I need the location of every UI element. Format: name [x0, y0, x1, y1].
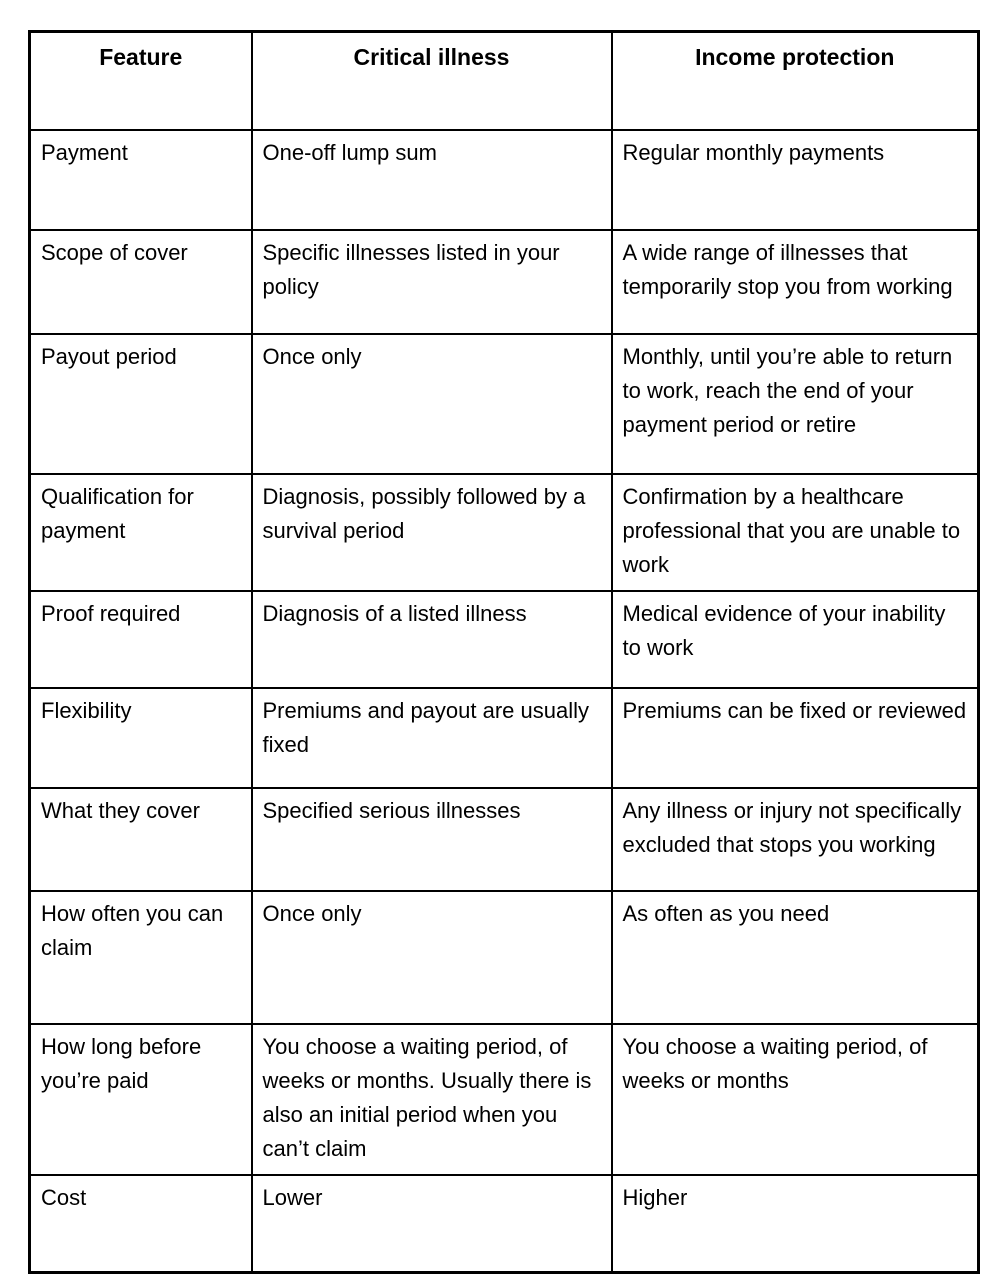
table-row-scope-of-cover: [30, 230, 979, 334]
income-protection-value: Premiums can be fixed or reviewed: [612, 688, 979, 788]
table-row-payment: [30, 130, 979, 230]
income-protection-value: Monthly, until you’re able to return to work, reach the end of your payment period or retire: [612, 334, 979, 474]
feature-label: Cost: [30, 1175, 252, 1273]
critical-illness-value: You choose a waiting period, of weeks or months. Usually there is also an initial period when you can’t claim: [252, 1024, 612, 1175]
income-protection-value: A wide range of illnesses that temporarily stop you from working: [612, 230, 979, 334]
table-row-cost: [30, 1175, 979, 1273]
table-row-qualification: [30, 474, 979, 591]
feature-label: Payout period: [30, 334, 252, 474]
critical-illness-value: Diagnosis, possibly followed by a survival period: [252, 474, 612, 591]
feature-label: Qualification for payment: [30, 474, 252, 591]
header-row: [30, 32, 979, 130]
critical-illness-value: Lower: [252, 1175, 612, 1273]
critical-illness-value: One-off lump sum: [252, 130, 612, 230]
feature-label: Flexibility: [30, 688, 252, 788]
critical-illness-value: Diagnosis of a listed illness: [252, 591, 612, 688]
income-protection-value: You choose a waiting period, of weeks or months: [612, 1024, 979, 1175]
income-protection-value: Medical evidence of your inability to work: [612, 591, 979, 688]
income-protection-value: Higher: [612, 1175, 979, 1273]
feature-label: Proof required: [30, 591, 252, 688]
table-row-how-often-claim: [30, 891, 979, 1024]
critical-illness-value: Premiums and payout are usually fixed: [252, 688, 612, 788]
table-row-payout-period: [30, 334, 979, 474]
income-protection-value: As often as you need: [612, 891, 979, 1024]
table-row-flexibility: [30, 688, 979, 788]
feature-label: How often you can claim: [30, 891, 252, 1024]
income-protection-value: Any illness or injury not specifically excluded that stops you working: [612, 788, 979, 891]
critical-illness-value: Specific illnesses listed in your policy: [252, 230, 612, 334]
critical-illness-value: Once only: [252, 891, 612, 1024]
table-row-proof-required: [30, 591, 979, 688]
header-feature: Feature: [30, 32, 252, 130]
income-protection-value: Regular monthly payments: [612, 130, 979, 230]
feature-label: Scope of cover: [30, 230, 252, 334]
feature-label: How long before you’re paid: [30, 1024, 252, 1175]
table-row-what-they-cover: [30, 788, 979, 891]
income-protection-value: Confirmation by a healthcare professional that you are unable to work: [612, 474, 979, 591]
header-income-protection: Income protection: [612, 32, 979, 130]
header-critical-illness: Critical illness: [252, 32, 612, 130]
feature-label: Payment: [30, 130, 252, 230]
comparison-table: [28, 30, 980, 1274]
table-row-how-long-before-paid: [30, 1024, 979, 1175]
critical-illness-value: Once only: [252, 334, 612, 474]
feature-label: What they cover: [30, 788, 252, 891]
critical-illness-value: Specified serious illnesses: [252, 788, 612, 891]
